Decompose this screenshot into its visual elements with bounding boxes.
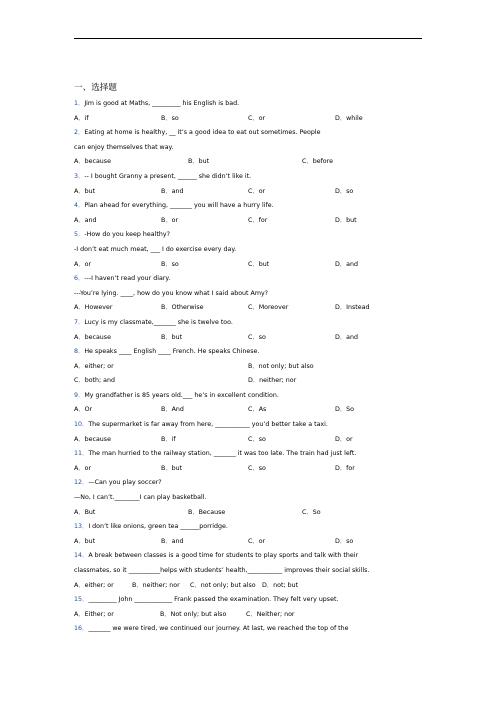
question-number: 7．: [74, 318, 85, 326]
option-c[interactable]: C．so: [248, 333, 266, 341]
question-number: 2．: [74, 129, 85, 137]
question-text: Plan ahead for everything, _______ you will have a hurry life.: [84, 202, 274, 210]
option-d[interactable]: D．so: [335, 537, 354, 545]
option-b[interactable]: B．if: [161, 435, 176, 443]
question-number: 16．: [74, 625, 89, 633]
question-6: [74, 272, 424, 301]
options-6: [74, 301, 424, 316]
option-a[interactable]: A．if: [74, 114, 89, 122]
option-a[interactable]: A．either; or: [74, 581, 114, 589]
option-b[interactable]: B．and: [161, 537, 184, 545]
options-7: [74, 331, 424, 346]
options-12: [74, 506, 424, 521]
option-c[interactable]: C．or: [248, 537, 266, 545]
question-number: 11．: [74, 450, 89, 458]
option-b[interactable]: B．and: [161, 187, 184, 195]
question-text-cont: ---You’re lying. ____, how do you know what I said about Amy?: [74, 289, 269, 297]
option-d[interactable]: D．not; but: [262, 581, 299, 589]
option-b[interactable]: B．but: [188, 158, 210, 166]
question-1: [74, 97, 424, 112]
option-b[interactable]: B．not only; but also: [248, 362, 314, 370]
options-15: [74, 608, 424, 623]
option-d[interactable]: D．so: [335, 187, 354, 195]
question-number: 5．: [74, 231, 85, 239]
question-text: I don’t like onions, green tea ______porridge.: [88, 523, 228, 531]
question-text: Lucy is my classmate,_______ she is twelve too.: [84, 318, 233, 326]
option-a[interactable]: A．either; or: [74, 362, 114, 370]
option-c[interactable]: C．Moreover: [248, 304, 289, 312]
option-a[interactable]: A．or: [74, 464, 92, 472]
question-10: [74, 418, 424, 433]
option-b[interactable]: B．so: [161, 260, 179, 268]
question-2: [74, 126, 424, 155]
question-number: 15．: [74, 596, 89, 604]
option-a[interactable]: A．because: [74, 158, 111, 166]
option-a[interactable]: A．and: [74, 216, 97, 224]
question-number: 4．: [74, 202, 85, 210]
question-4: [74, 199, 424, 214]
option-d[interactable]: D．for: [335, 464, 355, 472]
options-13: [74, 535, 424, 550]
question-text: Jim is good at Maths, _________ his English is bad.: [84, 100, 240, 107]
question-16: [74, 622, 424, 637]
option-d[interactable]: D．but: [335, 216, 357, 224]
question-number: 1．: [74, 100, 85, 107]
question-7: [74, 316, 424, 331]
question-number: 9．: [74, 391, 85, 399]
option-c[interactable]: C．or: [248, 114, 266, 122]
option-b[interactable]: B．but: [161, 464, 183, 472]
question-text-cont: -I don’t eat much meat, ___ I do exercise every day.: [74, 245, 237, 253]
question-number: 3．: [74, 172, 85, 180]
question-text: _______ we were tired, we continued our journey. At last, we reached the top of the: [88, 625, 349, 633]
options-14: [74, 579, 424, 594]
question-11: [74, 447, 424, 462]
question-15: [74, 593, 424, 608]
option-b[interactable]: B．neither; nor: [132, 581, 180, 589]
option-c[interactable]: C．both; and: [74, 377, 115, 385]
option-a[interactable]: A．because: [74, 333, 111, 341]
question-text: He speaks ____ English ____ French. He speaks Chinese.: [84, 348, 260, 356]
question-8: [74, 345, 424, 360]
question-12: [74, 476, 424, 505]
option-a[interactable]: A．Either; or: [74, 610, 114, 618]
option-c[interactable]: C．so: [248, 435, 266, 443]
option-d[interactable]: D．So: [335, 406, 354, 414]
options-1: [74, 112, 424, 127]
option-d[interactable]: D．and: [335, 333, 358, 341]
option-a[interactable]: A．But: [74, 508, 96, 516]
option-c[interactable]: C．not only; but also: [190, 581, 256, 589]
question-text: A break between classes is a good time for students to play sports and talk with their: [88, 552, 359, 560]
options-8-row1: [74, 360, 424, 375]
option-a[interactable]: A．Or: [74, 406, 93, 414]
question-text: The supermarket is far away from here, ___________ you’d better take a taxi.: [88, 421, 328, 429]
section-title: 一、选择题: [74, 83, 117, 93]
option-c[interactable]: C．So: [302, 508, 321, 516]
options-4: [74, 214, 424, 229]
question-number: 10．: [74, 421, 89, 429]
option-b[interactable]: B．Because: [188, 508, 226, 516]
option-c[interactable]: C．or: [248, 187, 266, 195]
question-number: 6．: [74, 275, 85, 283]
options-8-row2: [74, 374, 424, 389]
option-c[interactable]: C．Neither; nor: [246, 610, 295, 618]
options-10: [74, 433, 424, 448]
question-text-cont: can enjoy themselves that way.: [74, 143, 174, 151]
question-text: ---I haven’t read your diary.: [84, 275, 171, 283]
option-b[interactable]: B．so: [161, 114, 179, 122]
question-text: The man hurried to the railway station, _______ it was too late. The train had just left.: [88, 450, 357, 458]
options-9: [74, 403, 424, 418]
option-c[interactable]: C．so: [248, 464, 266, 472]
question-5: [74, 228, 424, 257]
option-a[interactable]: A．but: [74, 187, 96, 195]
options-2: [74, 155, 424, 170]
exam-content: [74, 82, 424, 637]
option-c[interactable]: C．As: [248, 406, 267, 414]
options-11: [74, 462, 424, 477]
options-5: [74, 258, 424, 273]
question-text: My grandfather is 85 years old.___ he’s in excellent condition.: [84, 391, 279, 399]
option-c[interactable]: C．but: [248, 260, 270, 268]
question-number: 12．: [74, 479, 89, 487]
option-a[interactable]: A．However: [74, 304, 113, 312]
question-text: -How do you keep healthy?: [84, 231, 170, 239]
option-b[interactable]: B．Otherwise: [161, 304, 204, 312]
question-text: -- I bought Granny a present, ______ she didn’t like it.: [84, 172, 252, 180]
question-13: [74, 520, 424, 535]
option-b[interactable]: B．And: [161, 406, 184, 414]
question-text-cont: classmates, so it __________helps with students’ health,___________ improves their social skills.: [74, 567, 370, 574]
question-text: —Can you play soccer?: [88, 479, 162, 487]
header-rule: [74, 38, 422, 39]
option-a[interactable]: A．or: [74, 260, 92, 268]
option-b[interactable]: B．but: [161, 333, 183, 341]
option-c[interactable]: C．before: [302, 158, 333, 166]
question-14: [74, 549, 424, 578]
question-number: 13．: [74, 523, 89, 531]
option-d[interactable]: D．neither; nor: [248, 377, 297, 385]
option-d[interactable]: D．while: [335, 114, 363, 122]
question-number: 8．: [74, 348, 85, 356]
question-number: 14．: [74, 552, 89, 560]
option-c[interactable]: C．for: [248, 216, 268, 224]
question-text-cont: —No, I can’t.________I can play basketball.: [74, 494, 207, 502]
question-9: [74, 389, 424, 404]
question-text: Eating at home is healthy, __ it’s a good idea to eat out sometimes. People: [84, 129, 321, 137]
option-a[interactable]: A．because: [74, 435, 111, 443]
question-text: _________ John ____________ Frank passed the examination. They felt very upset.: [88, 596, 339, 604]
option-b[interactable]: B．or: [161, 216, 179, 224]
option-b[interactable]: B．Not only; but also: [160, 610, 227, 618]
option-a[interactable]: A．but: [74, 537, 96, 545]
options-3: [74, 185, 424, 200]
option-d[interactable]: D．and: [335, 260, 358, 268]
question-3: [74, 170, 424, 185]
option-d[interactable]: D．Instead: [335, 304, 370, 312]
option-d[interactable]: D．or: [335, 435, 353, 443]
